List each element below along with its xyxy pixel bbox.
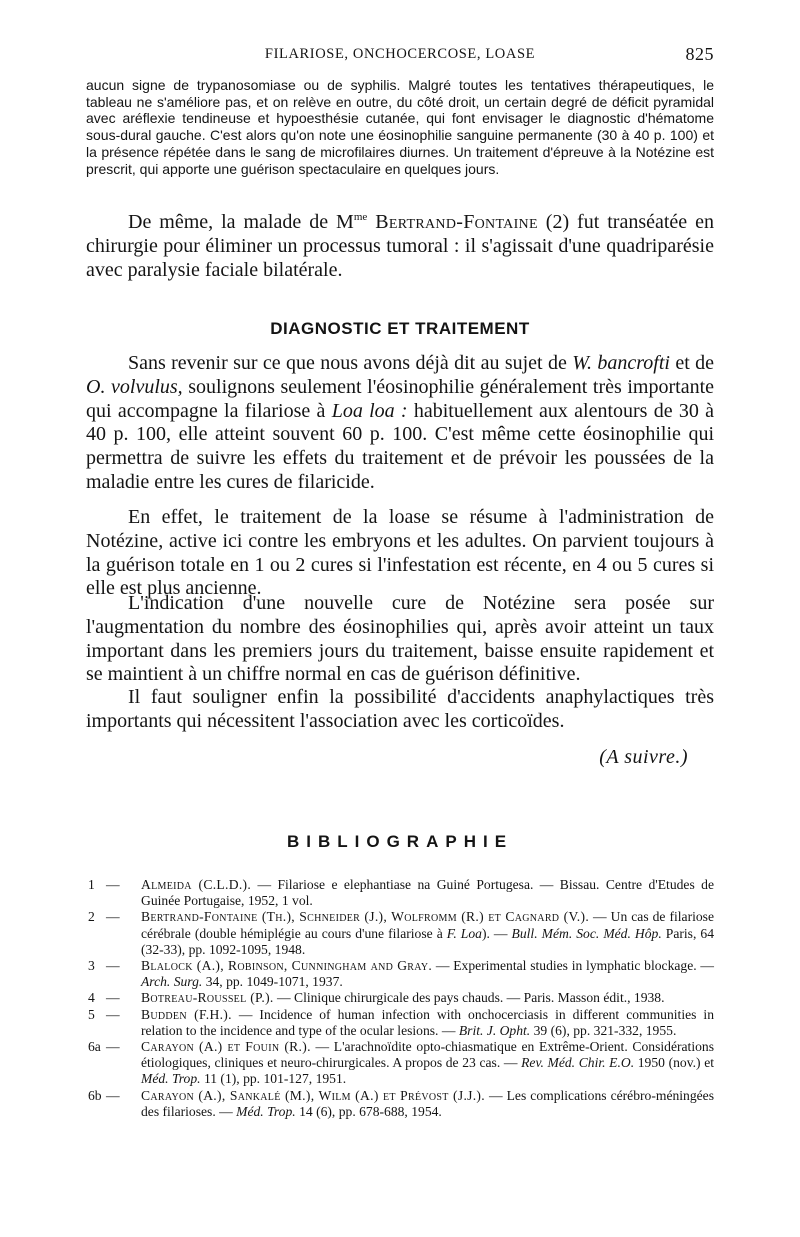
reference-journal: Rev. Méd. Chir. E.O. <box>521 1055 635 1071</box>
superscript-me: me <box>353 211 368 223</box>
bibliography-heading: BIBLIOGRAPHIE <box>286 832 514 851</box>
reference-authors: Carayon (A.) et Fouin (R.). <box>141 1039 311 1055</box>
reference-text: — Les complications cérébro-méningées des filarioses. — <box>141 1087 714 1119</box>
page-number: 825 <box>685 44 714 64</box>
reference-authors: Almeida (C.L.D.). <box>141 877 252 892</box>
reference-journal: Méd. Trop. <box>236 1103 296 1119</box>
reference-number: 3 <box>88 958 95 974</box>
paragraph-text: et de <box>669 352 714 374</box>
reference-journal: Arch. Surg. <box>141 974 203 990</box>
reference-text: 34, pp. 1049-1071, 1937. <box>202 974 343 990</box>
reference-journal: Méd. Trop. <box>141 1071 201 1087</box>
reference-text: — Experimental studies in lymphatic blockage. — <box>432 958 714 974</box>
reference-text: — Incidence of human infection with onchocerciasis in different communities in relation to the incidence and type of the ocular lesions. — <box>141 1006 715 1038</box>
reference-dash: — <box>106 990 120 1006</box>
paragraph-text: (2) fut transéatée en chirurgie pour éliminer un processus tumoral : il s'agissait d'une quadriparésie avec paralysie faciale bilatérale. <box>86 211 715 281</box>
reference-number: 6b <box>88 1087 102 1103</box>
reference-text: — Un cas de filariose cérébrale (double hémiplégie au cours d'une filariose à <box>141 909 714 941</box>
reference-text: 1950 (nov.) et <box>634 1055 715 1071</box>
reference-journal: Brit. J. Opht. <box>458 1022 531 1038</box>
reference-dash: — <box>106 877 120 892</box>
reference-authors: Carayon (A.), Sankalé (M.), Wilm (A.) et Prévost (J.J.). <box>141 1087 485 1103</box>
paragraph-text: L'indication d'une nouvelle cure de Notézine sera posée sur l'augmentation du nombre des éosinophilies qui, après avoir atteint un taux important dans les premiers jours du traitement, baisse ensuite rapidement et se maintient à un chiffre normal en cas de guérison définitive. <box>86 592 714 686</box>
paragraph-text: En effet, le traitement de la loase se résume à l'administration de Notézine, active ici contre les embryons et les adultes. On parvient toujours à la guérison totale en 1 ou 2 cures si l'infestation est récente, en 4 ou 5 cures si elle est plus ancienne. <box>86 506 714 600</box>
section-heading-diagnostic: DIAGNOSTIC ET TRAITEMENT <box>270 319 530 338</box>
paragraph-treatment <box>86 506 714 601</box>
paragraph-text: Sans revenir sur ce que nous avons déjà dit au sujet de <box>128 352 573 374</box>
paragraph-anaphylaxis <box>86 686 714 734</box>
reference-text: 11 (1), pp. 101-127, 1951. <box>200 1071 347 1087</box>
reference-authors: Budden (F.H.). <box>141 1006 232 1022</box>
reference-item <box>86 1088 714 1120</box>
species-name: O. volvulus, <box>86 375 183 398</box>
reference-text: Paris, 64 (32-33), pp. 1092-1095, 1948. <box>141 925 714 957</box>
paragraph-text: Il faut souligner enfin la possibilité d'accidents anaphylactiques très importants qui nécessitent l'association avec les corticoïdes. <box>86 686 714 732</box>
reference-text: — L'arachnoïdite opto-chiasmatique en Extrême-Orient. Considérations étiologiques, cliniques et neuro-chirurgicales. A propos de 23 cas. — <box>141 1039 714 1071</box>
reference-number: 4 <box>88 990 95 1006</box>
author-name: Bertrand-Fontaine <box>375 211 538 233</box>
paragraph-text: De même, la malade de M <box>128 211 354 233</box>
reference-authors: Botreau-Roussel (P.). <box>141 990 274 1006</box>
paragraph-new-cure <box>86 592 714 687</box>
reference-text: 39 (6), pp. 321-332, 1955. <box>530 1022 677 1038</box>
reference-text: 14 (6), pp. 678-688, 1954. <box>295 1103 442 1119</box>
case-report-note: aucun signe de trypanosomiase ou de syphilis. Malgré toutes les tentatives thérapeutiques, le tableau ne s'améliore pas, et on relève en outre, du côté droit, un certain degré de déficit pyramidal avec aréflexie tendineuse et hypoesthésie cutanée, qui font envisager le diagnostic d'hématome sous-dural gauche. C'est alors qu'on note une éosinophilie sanguine permanente (30 à 40 p. 100) et la présence répétée dans le sang de microfilaires diurnes. Un traitement d'épreuve à la Notézine est prescrit, qui apporte une guérison spectaculaire en quelques jours. <box>86 77 714 177</box>
reference-text: — Filariose e elephantiase na Guiné Portugesa. — Bissau. Centre d'Etudes de Guinée Portugaise, 1952, 1 vol. <box>141 877 714 909</box>
bibliography-list <box>86 877 714 1120</box>
reference-item <box>86 909 714 958</box>
reference-dash: — <box>106 909 120 925</box>
species-name: Loa loa : <box>331 399 408 422</box>
reference-dash: — <box>106 958 120 974</box>
paragraph-text: soulignons seulement l'éosinophilie généralement très importante qui accompagne la filariose à <box>86 375 715 422</box>
reference-dash: — <box>106 1039 120 1055</box>
reference-number: 1 <box>88 877 95 892</box>
reference-italic: F. Loa <box>446 925 482 941</box>
reference-text: — Clinique chirurgicale des pays chauds. — Paris. Masson édit., 1938. <box>273 990 665 1006</box>
reference-text: ). — <box>481 925 512 941</box>
reference-authors: Blalock (A.), Robinson, Cunningham and Gray. <box>141 958 433 974</box>
paragraph-bertrand-fontaine <box>86 206 714 282</box>
reference-item <box>86 958 714 990</box>
reference-dash: — <box>106 1087 120 1103</box>
reference-number: 6a <box>88 1039 101 1055</box>
paragraph-diagnostic <box>86 352 714 495</box>
reference-number: 5 <box>88 1006 95 1022</box>
reference-authors: Bertrand-Fontaine (Th.), Schneider (J.), Wolfromm (R.) et Cagnard (V.). <box>141 909 590 925</box>
reference-item <box>86 1007 714 1039</box>
reference-item <box>86 1039 714 1088</box>
reference-number: 2 <box>88 909 95 925</box>
reference-item <box>86 990 714 1006</box>
reference-journal: Bull. Mém. Soc. Méd. Hôp. <box>511 925 662 941</box>
running-title: FILARIOSE, ONCHOCERCOSE, LOASE <box>264 46 536 62</box>
species-name: W. bancrofti <box>572 352 670 374</box>
to-be-continued: (A suivre.) <box>599 746 688 768</box>
reference-item <box>86 877 714 909</box>
paragraph-text: habituellement aux alentours de 30 à 40 p. 100, elle atteint souvent 60 p. 100. C'est même cette éosinophilie qui permettra de suivre les effets du traitement et de prévoir les poussées de la maladie entre les cures de filaricide. <box>86 399 715 493</box>
reference-dash: — <box>106 1006 120 1022</box>
running-head <box>86 46 714 68</box>
